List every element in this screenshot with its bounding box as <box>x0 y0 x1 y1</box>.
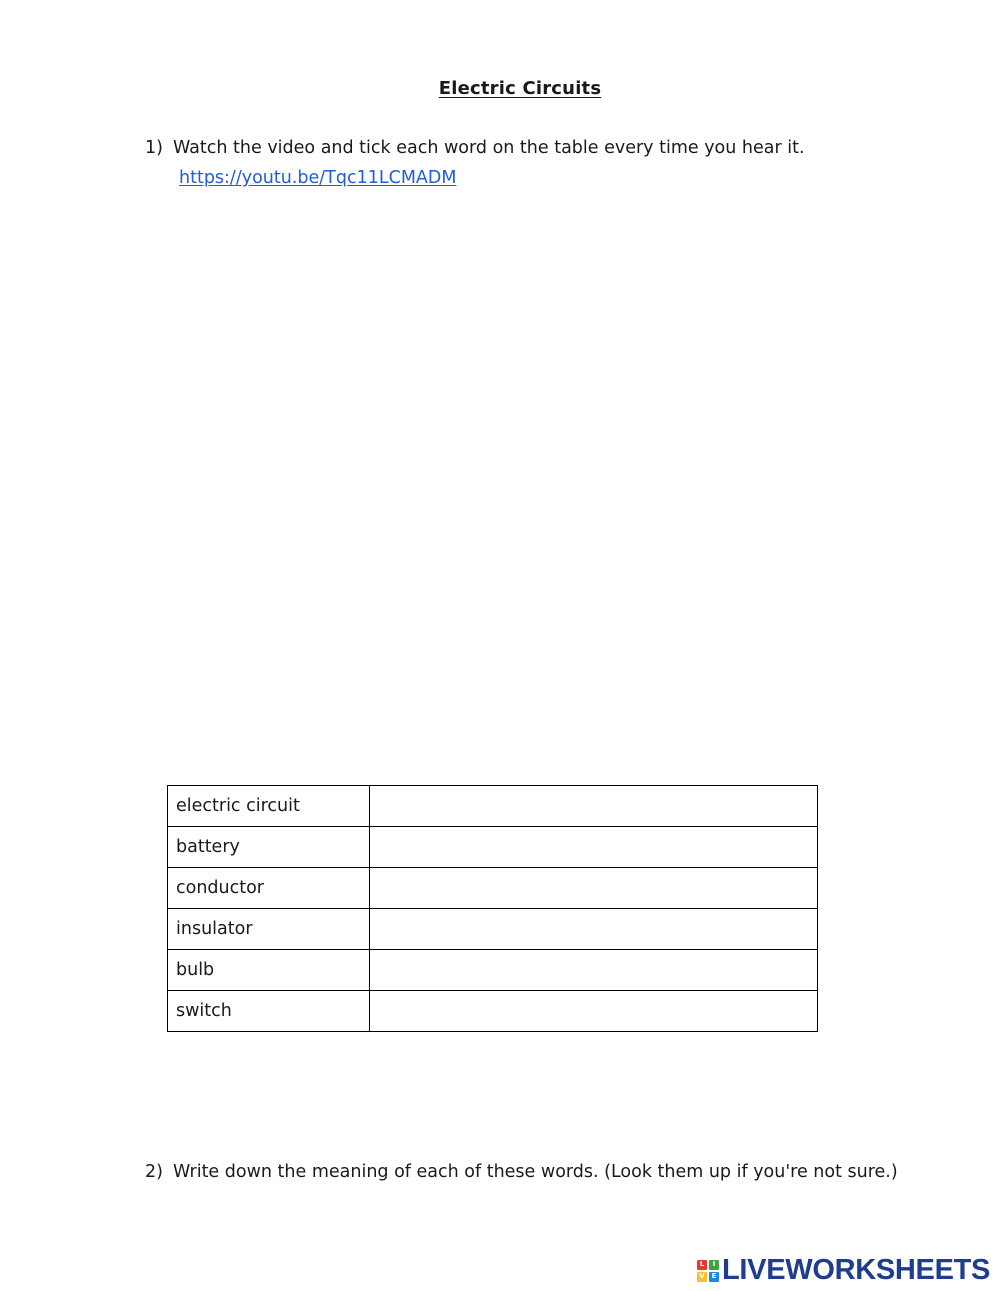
question-2 <box>145 1162 898 1182</box>
word-cell: switch <box>168 991 370 1032</box>
table-row <box>168 827 818 868</box>
video-link[interactable]: https://youtu.be/Tqc11LCMADM <box>179 168 457 188</box>
liveworksheets-logo <box>697 1254 990 1287</box>
word-cell: conductor <box>168 868 370 909</box>
question-1-number: 1) <box>145 138 163 158</box>
tick-cell[interactable] <box>370 950 818 991</box>
tick-cell[interactable] <box>370 991 818 1032</box>
question-2-text: Write down the meaning of each of these words. (Look them up if you're not sure.) <box>173 1162 898 1182</box>
question-2-number: 2) <box>145 1162 163 1182</box>
logo-block: L <box>697 1260 707 1270</box>
brand-name: LIVEWORKSHEETS <box>722 1254 991 1286</box>
word-cell: insulator <box>168 909 370 950</box>
logo-block: V <box>697 1272 707 1282</box>
word-table <box>167 785 818 1032</box>
question-1-text: Watch the video and tick each word on the table every time you hear it. <box>173 138 805 158</box>
tick-cell[interactable] <box>370 909 818 950</box>
question-1 <box>145 138 805 158</box>
word-cell: battery <box>168 827 370 868</box>
page-title: Electric Circuits <box>438 78 602 99</box>
tick-cell[interactable] <box>370 827 818 868</box>
table-row <box>168 868 818 909</box>
word-cell: electric circuit <box>168 786 370 827</box>
tick-cell[interactable] <box>370 868 818 909</box>
table-row <box>168 991 818 1032</box>
tick-cell[interactable] <box>370 786 818 827</box>
logo-block: E <box>709 1272 719 1282</box>
live-blocks-icon <box>697 1260 719 1282</box>
table-row <box>168 909 818 950</box>
logo-block: I <box>709 1260 719 1270</box>
table-row <box>168 786 818 827</box>
table-row <box>168 950 818 991</box>
word-cell: bulb <box>168 950 370 991</box>
